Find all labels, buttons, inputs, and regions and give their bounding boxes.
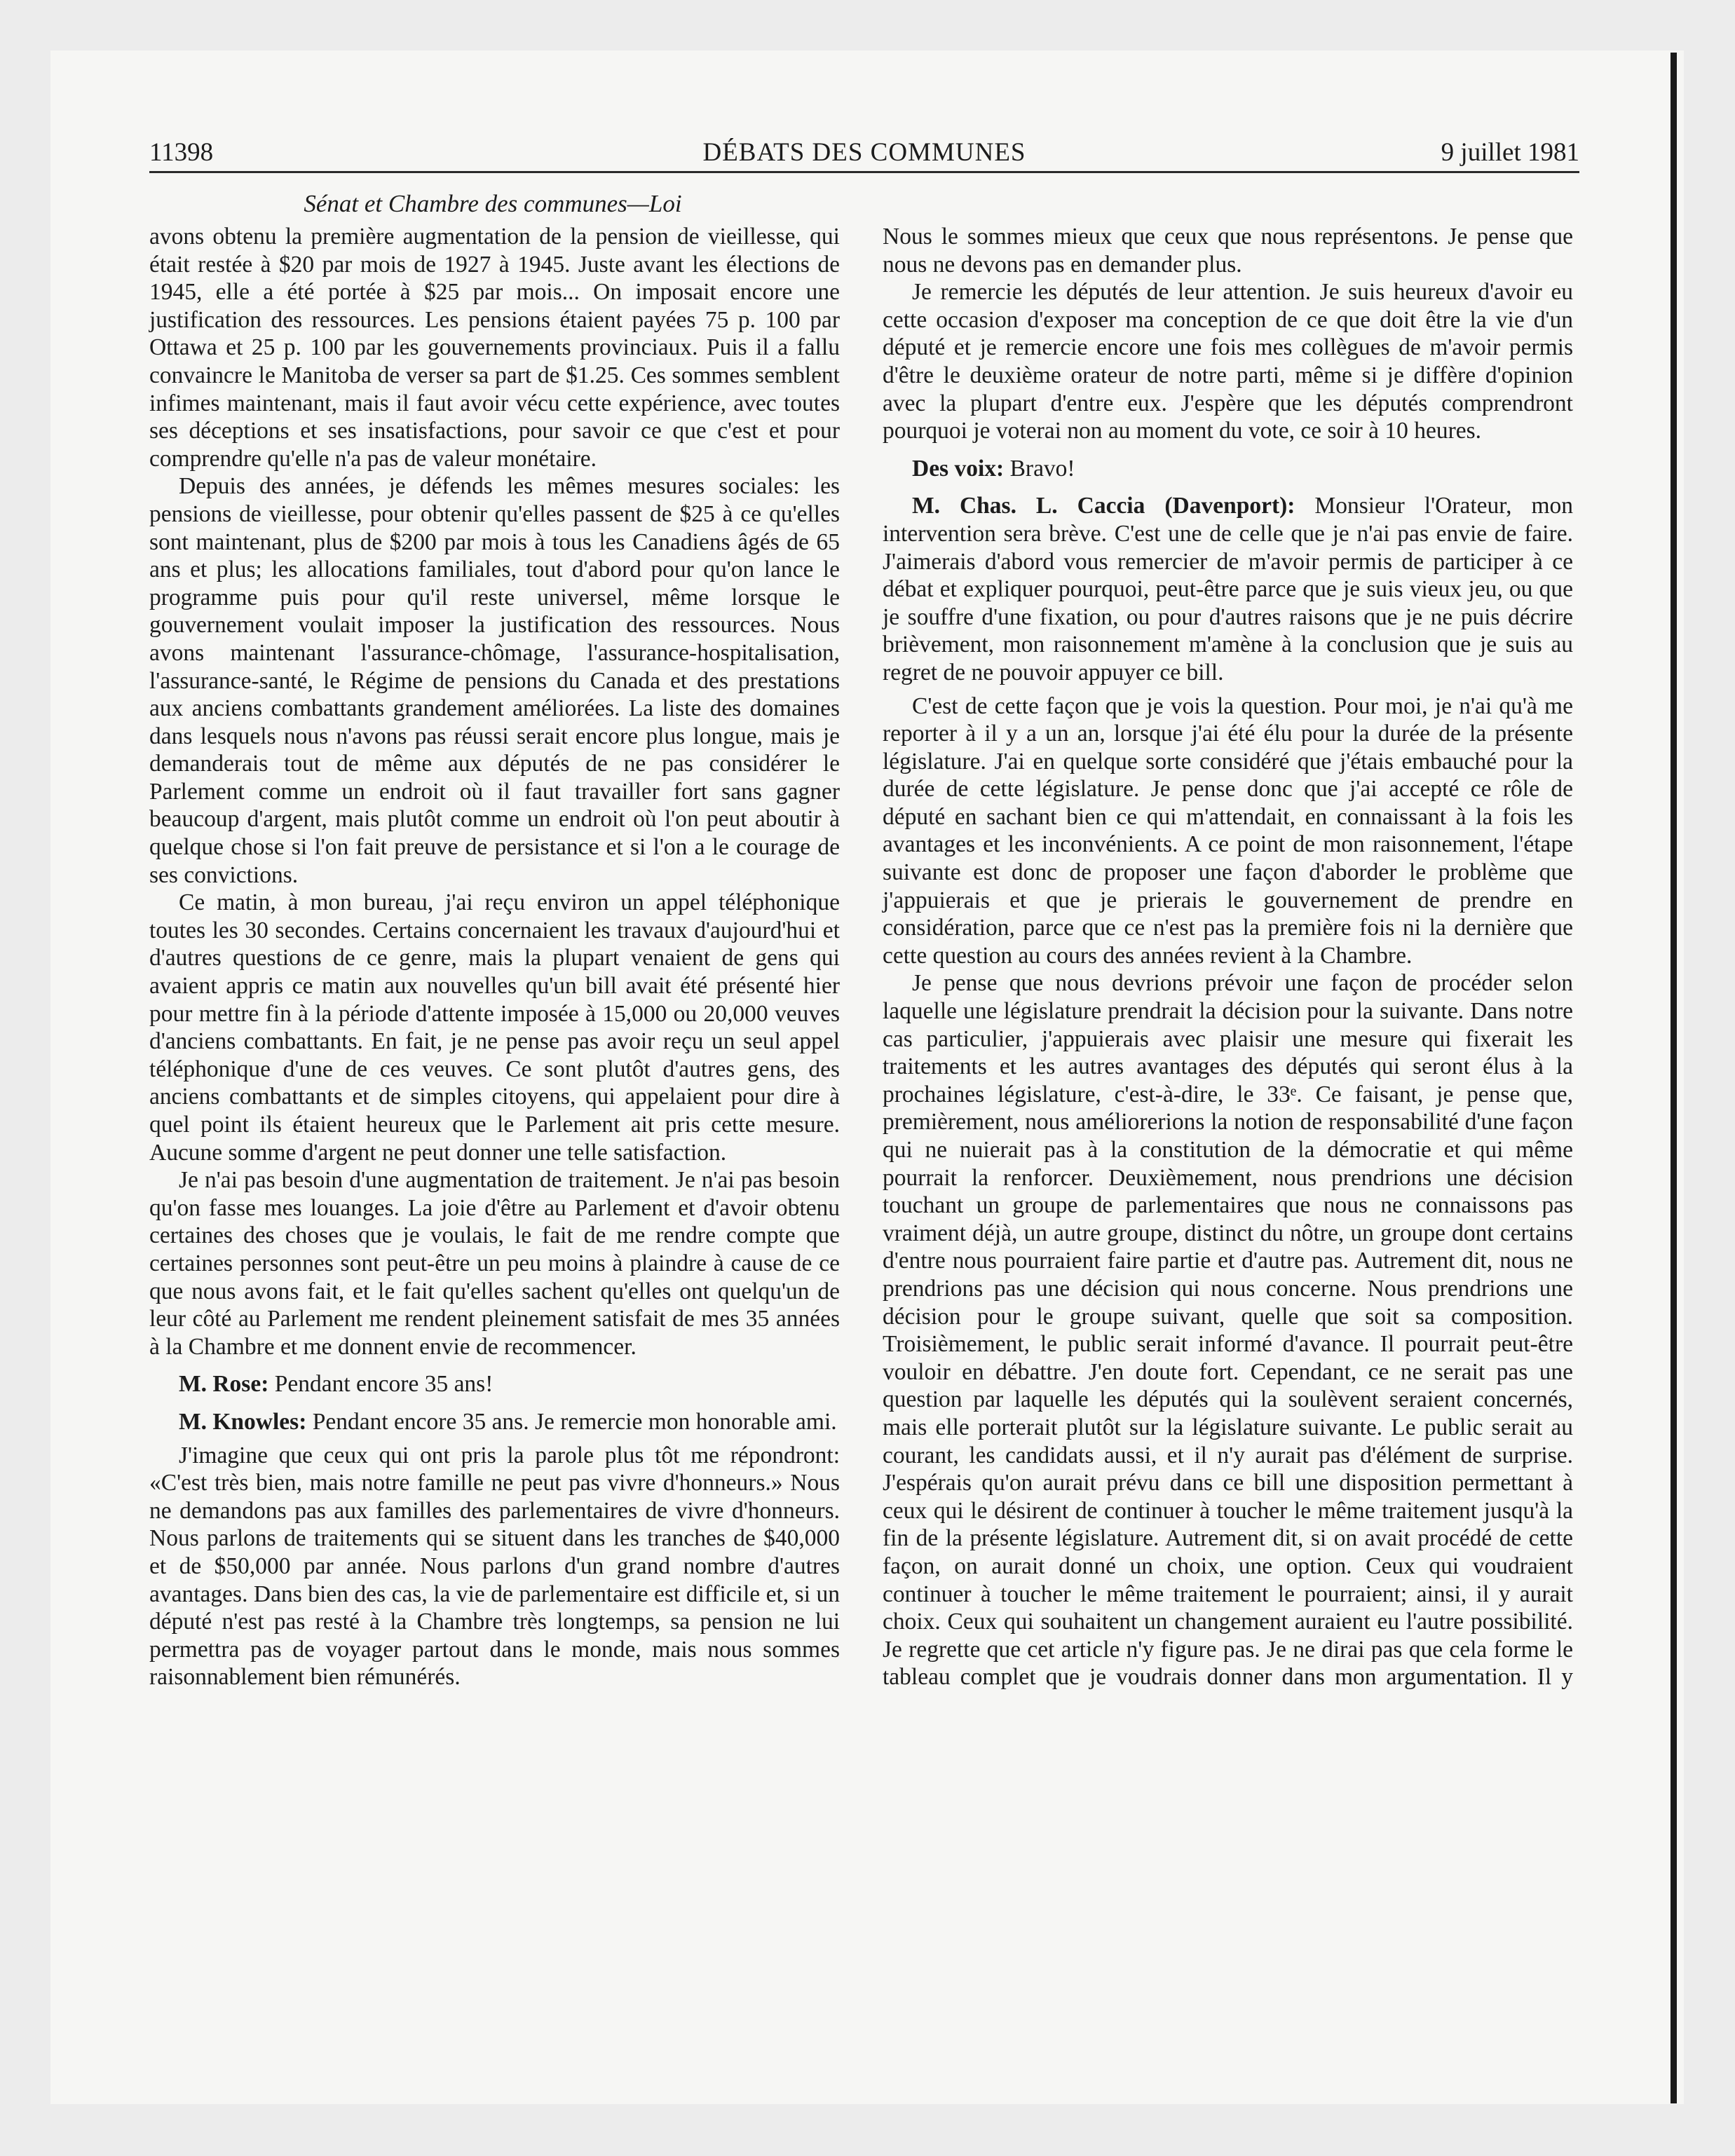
- speaker-paragraph: [149, 1370, 840, 1398]
- paragraph: avons obtenu la première augmentation de la pension de vieillesse, qui était restée à $20 par mois de 1927 à 1945. Juste avant les élections de 1945, elle a été portée à $25 par mois... On imposait encore une justification des ressources. Les pensions étaient payées 75 p. 100 par Ottawa et 25 p. 100 par les gouvernements provinciaux. Puis il a fallu convaincre le Manitoba de verser sa part de $1.25. Ces sommes semblent infimes maintenant, mais il faut avoir vécu cette expérience, avec toutes ses déceptions et ses insatisfactions, pour savoir ce que c'est et pour comprendre qu'elle n'a pas de valeur monétaire.: [149, 224, 840, 472]
- speaker-paragraph: [149, 1408, 840, 1436]
- paragraph: Je n'ai pas besoin d'une augmentation de traitement. Je n'ai pas besoin qu'on fasse mes louanges. La joie d'être au Parlement et d'avoir obtenu certaines des choses que je voulais, le fait de me rendre compte que certaines personnes sont peut-être un peu moins à plaindre à cause de ce que nous avons fait, et le fait qu'elles sachent qu'elles ont quelqu'un de leur côté au Parlement me rendent pleinement satisfait de mes 35 années à la Chambre et me donnent envie de recommencer.: [149, 1167, 840, 1360]
- page-date: 9 juillet 1981: [1441, 138, 1579, 167]
- paragraph: C'est de cette façon que je vois la question. Pour moi, je n'ai qu'à me reporter à il y a un an, lorsque j'ai été élu pour la durée de la présente législature. J'ai en quelque sorte considéré que j'étais embauché pour la durée de cette législature. Je pense donc que j'ai accepté ce rôle de député en sachant bien ce qui m'attendait, en connaissant à la fois les avantages et les inconvénients. A ce point de mon raisonnement, l'étape suivante est donc de proposer une façon d'aborder le problème que j'appuierais et que je prierais le gouvernement de prendre en considération, parce que ce n'est pas la première fois ni la dernière que cette question au cours des années revient à la Chambre.: [883, 692, 1573, 969]
- page-header: [149, 137, 1579, 173]
- paragraph: Depuis des années, je défends les mêmes mesures sociales: les pensions de vieillesse, pour obtenir qu'elles passent de $25 à ce qu'elles sont maintenant, plus de $200 par mois à tous les Canadiens âgés de 65 ans et plus; les allocations familiales, tout d'abord pour qu'on lance le programme puis pour qu'il reste universel, même lorsque le gouvernement voulait imposer la justification des ressources. Nous avons maintenant l'assurance-chômage, l'assurance-hospitalisation, l'assurance-santé, le Régime de pensions du Canada et des prestations aux anciens combattants grandement améliorées. La liste des domaines dans lesquels nous n'avons pas réussi serait encore plus longue, mais je demanderais tout de même aux députés de ne pas considérer le Parlement comme un endroit où il faut travailler fort sans gagner beaucoup d'argent, mais plutôt comme un endroit où l'on peut aboutir à quelque chose si l'on fait preuve de persistance et si l'on a le courage de ses convictions.: [149, 473, 840, 888]
- speaker-paragraph: [883, 492, 1573, 686]
- paragraph: J'imagine que ceux qui ont pris la parole plus tôt me répondront: «C'est très bien, mais notre famille ne peut pas vivre d'honneurs.» Nous ne demandons pas aux familles des parlementaires de vivre d'honneurs. Nous parlons de traitements qui se situent dans les tranches de $40,000 et de $50,000 par année. Nous parlons d'un grand nombre d'autres avantages. Dans bien des cas, la vie de parlementaire est difficile et, si un député n'est pas resté à la Chambre très longtemps, sa pension ne lui permettra pas de voyager partout dans le monde, mais nous sommes raisonnablement bien rémunérés.: [149, 1442, 840, 1691]
- section-subtitle: Sénat et Chambre des communes—Loi: [304, 190, 682, 217]
- right-column: [883, 223, 1573, 1691]
- speaker-paragraph: [883, 455, 1573, 483]
- speaker-name: M. Chas. L. Caccia (Davenport):: [912, 493, 1295, 519]
- scan-edge-border: [1671, 53, 1677, 2103]
- paragraph: Nous le sommes mieux que ceux que nous représentons. Je pense que nous ne devons pas en demander plus.: [883, 224, 1573, 278]
- paragraph: Ce matin, à mon bureau, j'ai reçu environ un appel téléphonique toutes les 30 secondes. Certains concernaient les travaux d'aujourd'hui et d'autres questions de ce genre, mais la plupart venaient de gens qui avaient appris ce matin aux nouvelles qu'un bill avait été présenté hier pour mettre fin à la période d'attente imposée à 15,000 ou 20,000 veuves d'anciens combattants. En fait, je ne pense pas avoir reçu un seul appel téléphonique d'une de ces veuves. Ce sont plutôt d'autres gens, des anciens combattants et de simples citoyens, qui appelaient pour dire à quel point ils étaient heureux que le Parlement ait pris cette mesure. Aucune somme d'argent ne peut donner une telle satisfaction.: [149, 889, 840, 1166]
- speaker-text: Bravo!: [1009, 455, 1075, 482]
- speaker-text: Monsieur l'Orateur, mon intervention sera brève. C'est une de celle que je n'ai pas envie de faire. J'aimerais d'abord vous remercier de m'avoir permis de participer à ce débat et expliquer pourquoi, peut-être parce que je suis vieux jeu, ou que je souffre d'une fixation, ou pour d'autres raisons que je ne puis décrire brièvement, mon raisonnement m'amène à la conclusion que je suis au regret de ne pouvoir appuyer ce bill.: [883, 493, 1574, 685]
- speaker-name: Des voix:: [912, 455, 1005, 482]
- speaker-text: Pendant encore 35 ans!: [274, 1371, 494, 1398]
- speaker-name: M. Knowles:: [179, 1408, 307, 1435]
- publication-title: DÉBATS DES COMMUNES: [702, 138, 1026, 167]
- paragraph: Je remercie les députés de leur attention. Je suis heureux d'avoir eu cette occasion d'exposer ma conception de ce que doit être la vie d'un député et je remercie encore une fois mes collègues de m'avoir permis d'être le deuxième orateur de notre parti, même si je diffère d'opinion avec la plupart d'entre eux. J'espère que les députés comprendront pourquoi je voterai non au moment du vote, ce soir à 10 heures.: [883, 279, 1573, 444]
- page-number: 11398: [149, 138, 214, 167]
- left-column: [149, 223, 840, 1691]
- speaker-name: M. Rose:: [179, 1371, 269, 1398]
- speaker-text: Pendant encore 35 ans. Je remercie mon honorable ami.: [312, 1408, 837, 1435]
- paragraph: Je pense que nous devrions prévoir une façon de procéder selon laquelle une législature prendrait la décision pour la suivante. Dans notre cas particulier, j'appuierais avec plaisir une mesure qui fixerait les traitements et les autres avantages des députés qui seront élus à la prochaines législature, c'est-à-dire, le 33ᵉ. Ce faisant, je pense que, premièrement, nous améliorerions la notion de responsabilité d'une façon qui ne nuierait pas à la constitution de la démocratie et qui même pourrait la renforcer. Deuxièmement, nous prendrions une décision touchant un groupe de parlementaires que nous ne connaissons pas vraiment déjà, un autre groupe, distinct du nôtre, un groupe dont certains d'entre nous pourraient faire partie et d'autre pas. Autrement dit, nous ne prendrions pas une décision qui nous concerne. Nous prendrions une décision pour le groupe suivant, quelle que soit sa composition. Troisièmement, le public serait informé d'avance. Il pourrait peut-être vouloir en débattre. J'en doute fort. Cependant, ce ne serait pas une question par laquelle les députés qui la soulèvent seraient concernés, mais elle porterait plutôt sur la législature suivante. Le public serait au courant, les candidats aussi, et il n'y aurait pas d'élément de surprise. J'espérais qu'on aurait prévu dans ce bill une disposition permettant à ceux qui le désirent de continuer à toucher le même traitement jusqu'à la fin de la présente législature. Autrement dit, si on avait procédé de cette façon, on aurait donné un choix, une option. Ceux qui voudraient continuer à toucher le même traitement le pourraient; ainsi, il y aurait choix. Ceux qui souhaitent un changement auraient eu l'autre possibilité. Je regrette que cet article n'y figure pas. Je ne dirai pas que cela forme le tableau complet que je voudrais donner dans mon argumentation. Il y: [883, 970, 1573, 1691]
